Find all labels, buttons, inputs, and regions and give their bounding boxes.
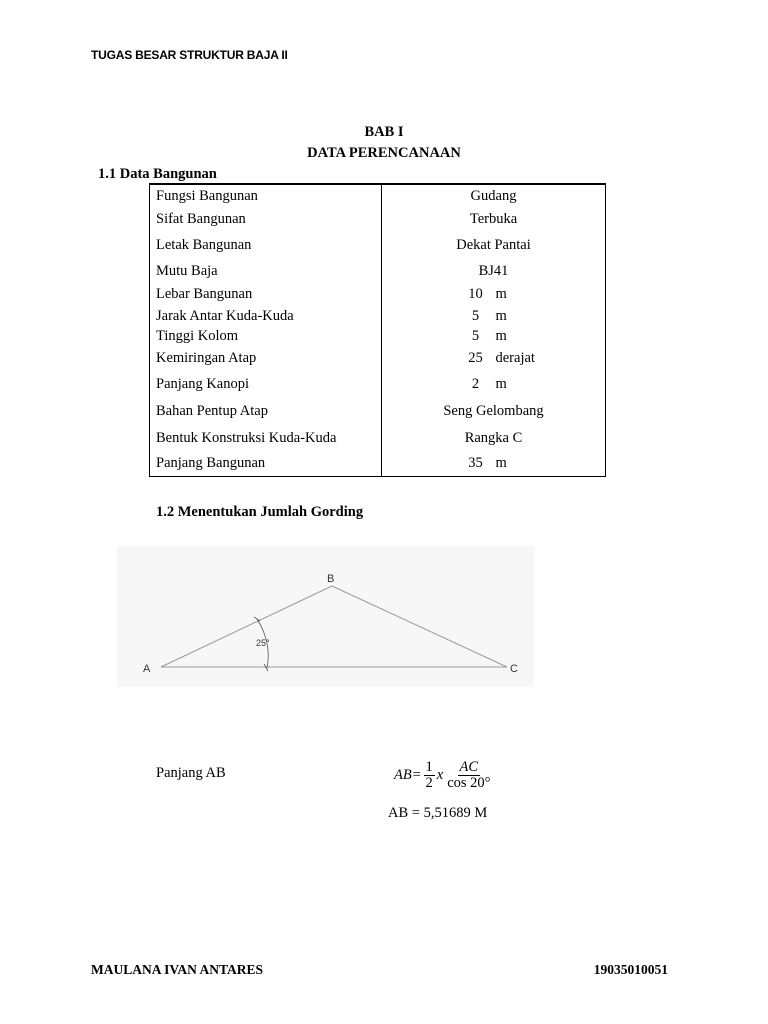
table-row (150, 452, 606, 476)
row-label: Kemiringan Atap (150, 347, 382, 370)
row-value-cell (382, 231, 606, 259)
row-value-cell (382, 452, 606, 476)
formula-times: x (436, 767, 444, 783)
chapter-title: DATA PERENCANAAN (307, 145, 461, 161)
row-label: Panjang Kanopi (150, 370, 382, 399)
row-unit: m (495, 376, 507, 392)
half-fraction (424, 760, 435, 791)
row-value: Dekat Pantai (456, 236, 531, 253)
row-value: Gudang (470, 187, 517, 204)
ac-cos-fraction (445, 760, 492, 791)
row-label: Jarak Antar Kuda-Kuda (150, 306, 382, 326)
table-row (150, 424, 606, 452)
row-label: Bentuk Konstruksi Kuda-Kuda (150, 424, 382, 452)
row-value-cell (382, 370, 606, 399)
building-data-table (149, 183, 606, 477)
formula-result: AB = 5,51689 M (388, 805, 488, 821)
row-unit: m (495, 307, 507, 324)
point-a-label: A (143, 663, 151, 675)
row-value-cell (382, 207, 606, 231)
row-value: 5 (471, 307, 480, 324)
truss-diagram (117, 546, 534, 687)
row-label: Lebar Bangunan (150, 283, 382, 306)
half-numerator: 1 (425, 759, 433, 775)
row-value: 25 (468, 350, 483, 366)
row-value-cell (382, 306, 606, 326)
line-bc (332, 586, 507, 667)
formula-lhs: AB= (394, 767, 422, 783)
footer-author-name: MAULANA IVAN ANTARES (91, 962, 264, 977)
row-value-cell (382, 326, 606, 347)
section-heading-data-bangunan: 1.1 Data Bangunan (98, 166, 217, 182)
row-value: Terbuka (469, 210, 518, 227)
row-value: 10 (468, 286, 483, 302)
row-value-cell (382, 184, 606, 207)
row-value-cell (382, 283, 606, 306)
row-value-cell (382, 424, 606, 452)
document-header: TUGAS BESAR STRUKTUR BAJA II (91, 48, 288, 62)
row-label: Letak Bangunan (150, 231, 382, 259)
fraction-denominator: cos 20° (447, 775, 491, 791)
table-row (150, 399, 606, 424)
row-unit: derajat (495, 350, 535, 366)
point-b-label: B (327, 573, 335, 585)
row-value: 5 (471, 328, 480, 344)
footer-student-id: 19035010051 (593, 962, 668, 977)
line-ab (161, 586, 332, 667)
table-row (150, 283, 606, 306)
chapter-number: BAB I (364, 124, 404, 140)
row-value-cell (382, 399, 606, 424)
table-row (150, 347, 606, 370)
table-row (150, 207, 606, 231)
row-value-cell (382, 259, 606, 283)
row-value: 35 (468, 455, 483, 472)
section-heading-gording: 1.2 Menentukan Jumlah Gording (156, 504, 364, 520)
half-denominator: 2 (425, 775, 433, 791)
row-label: Sifat Bangunan (150, 207, 382, 231)
row-label: Bahan Pentup Atap (150, 399, 382, 424)
row-unit: m (495, 455, 507, 472)
row-value: Rangka C (464, 429, 523, 446)
table-row (150, 370, 606, 399)
formula-label: Panjang AB (156, 765, 226, 781)
table-row (150, 259, 606, 283)
row-value-cell (382, 347, 606, 370)
row-label: Panjang Bangunan (150, 452, 382, 476)
angle-label: 25° (256, 638, 270, 648)
arc-tick-top (254, 617, 260, 621)
row-label: Fungsi Bangunan (150, 184, 382, 207)
row-value: BJ41 (478, 262, 509, 279)
table-row (150, 184, 606, 207)
ab-formula (394, 760, 494, 791)
row-label: Mutu Baja (150, 259, 382, 283)
row-unit: m (495, 286, 507, 302)
fraction-numerator: AC (459, 759, 479, 775)
table-row (150, 306, 606, 326)
row-unit: m (495, 328, 507, 344)
truss-triangle-svg (117, 546, 534, 687)
row-value: Seng Gelombang (443, 403, 544, 419)
point-c-label: C (510, 663, 518, 675)
table-row (150, 326, 606, 347)
row-value: 2 (471, 376, 480, 392)
row-label: Tinggi Kolom (150, 326, 382, 347)
table-row (150, 231, 606, 259)
